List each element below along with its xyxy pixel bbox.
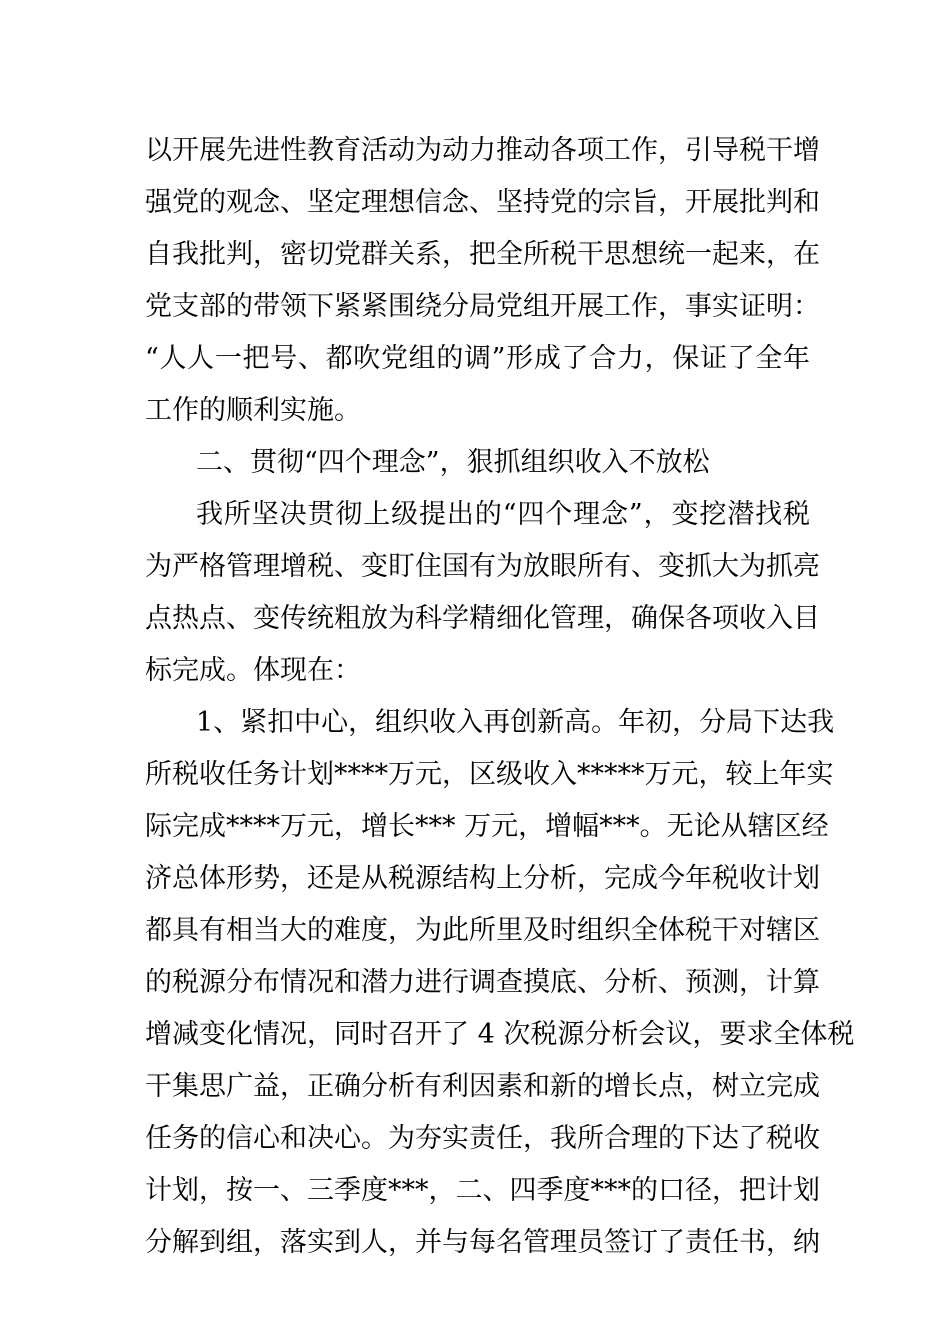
- text-line-17: 的税源分布情况和潜力进行调查摸底、分析、预测，计算: [145, 967, 820, 998]
- text-line-1: 以开展先进性教育活动为动力推动各项工作，引导税干增: [145, 135, 820, 166]
- text-line-10: 点热点、变传统粗放为科学精细化管理，确保各项收入目: [145, 603, 820, 634]
- text-line-18: 增减变化情况，同时召开了 4 次税源分析会议，要求全体税: [145, 1019, 855, 1050]
- text-line-16: 都具有相当大的难度，为此所里及时组织全体税干对辖区: [145, 915, 820, 946]
- text-line-22: 分解到组，落实到人，并与每名管理员签订了责任书，纳: [145, 1227, 820, 1258]
- text-line-15: 济总体形势，还是从税源结构上分析，完成今年税收计划: [145, 863, 820, 894]
- text-line-21: 计划，按一、三季度***，二、四季度***的口径，把计划: [145, 1175, 820, 1206]
- text-line-3: 自我批判，密切党群关系，把全所税干思想统一起来，在: [145, 239, 820, 270]
- text-line-6: 工作的顺利实施。: [145, 395, 361, 426]
- text-line-4: 党支部的带领下紧紧围绕分局党组开展工作，事实证明：: [145, 291, 820, 322]
- section-heading: 二、贯彻“四个理念”，狠抓组织收入不放松: [196, 447, 710, 478]
- text-line-12: 1、紧扣中心，组织收入再创新高。年初，分局下达我: [196, 707, 835, 738]
- text-line-14: 际完成****万元，增长*** 万元，增幅***。无论从辖区经: [145, 811, 829, 842]
- text-line-11: 标完成。体现在：: [145, 655, 361, 686]
- text-line-2: 强党的观念、坚定理想信念、坚持党的宗旨，开展批判和: [145, 187, 820, 218]
- text-line-5: “人人一把号、都吹党组的调”形成了合力，保证了全年: [145, 343, 810, 374]
- text-line-8: 我所坚决贯彻上级提出的“四个理念”，变挖潜找税: [196, 499, 810, 530]
- text-line-9: 为严格管理增税、变盯住国有为放眼所有、变抓大为抓亮: [145, 551, 820, 582]
- text-line-20: 任务的信心和决心。为夯实责任，我所合理的下达了税收: [145, 1123, 820, 1154]
- text-line-13: 所税收任务计划****万元，区级收入*****万元，较上年实: [145, 759, 834, 790]
- text-line-19: 干集思广益，正确分析有利因素和新的增长点，树立完成: [145, 1071, 820, 1102]
